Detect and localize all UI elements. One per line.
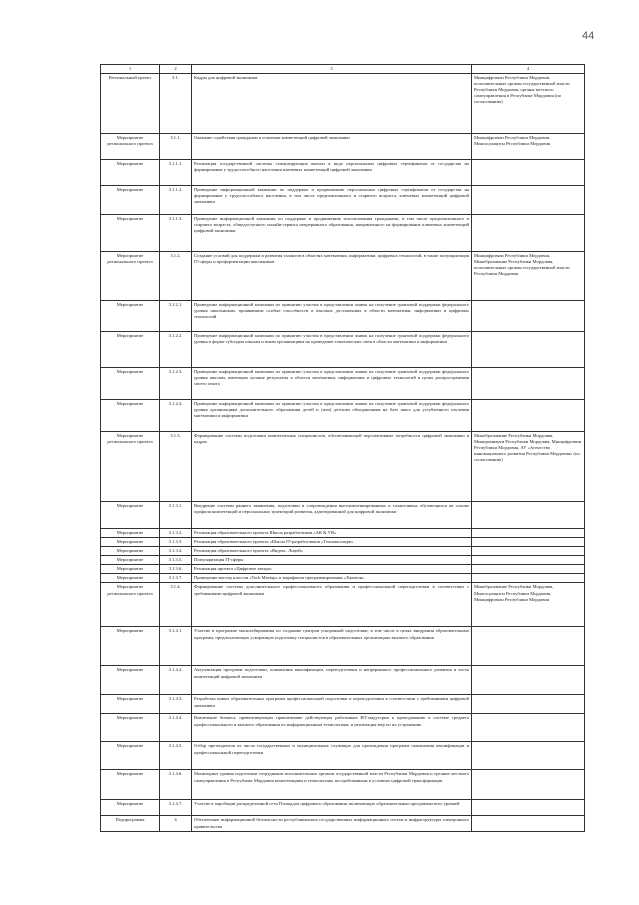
row-code-cell: 3.1.4.2. xyxy=(160,666,192,695)
table-row xyxy=(101,742,585,770)
row-category-cell: Мероприятие xyxy=(101,301,160,332)
row-responsible-cell xyxy=(472,714,585,742)
row-category-cell: Мероприятие регионального проекта xyxy=(101,432,160,502)
row-responsible-cell xyxy=(472,160,585,186)
row-code-cell: 3.1.2.2. xyxy=(160,332,192,368)
row-responsible-cell: Минобразование Республики Мордовия, Минсоцзащиты Республики Мордовия, Минцифрсвязи Республики Мордовия xyxy=(472,583,585,627)
row-description-cell: Проведение информационной кампании по поддержке и продвижению персональных цифровых сертификатов от государства на формирование у трудоспособного населения, в том числе предпенсионного и старшего возраста, ключевых компетенций цифровой экономики xyxy=(192,186,472,215)
row-code-cell: 3.1.2.1. xyxy=(160,301,192,332)
row-category-cell: Мероприятие xyxy=(101,538,160,547)
table-row xyxy=(101,714,585,742)
row-category-cell: Мероприятие xyxy=(101,770,160,800)
row-code-cell: 3.1.4.5. xyxy=(160,742,192,770)
row-description-cell: Формирование системы подготовки компетентных специалистов, обеспечивающей перспективные потребности цифровой экономики в кадрах xyxy=(192,432,472,502)
row-category-cell: Мероприятие xyxy=(101,502,160,529)
row-responsible-cell xyxy=(472,547,585,556)
row-code-cell: 3.1. xyxy=(160,74,192,134)
table-row xyxy=(101,368,585,400)
row-description-cell: Внедрение системы раннего выявления, подготовки и сопровождения высокомотивированных и талантливых обучающихся на основе профиля компетенций и персональных траекторий развития, адаптированной для цифровой экономики xyxy=(192,502,472,529)
row-category-cell: Мероприятие xyxy=(101,627,160,666)
header-cell: 1 xyxy=(101,65,160,74)
row-description-cell: Реализация проекта «Цифровое завтра» xyxy=(192,565,472,574)
row-responsible-cell xyxy=(472,538,585,547)
row-responsible-cell xyxy=(472,742,585,770)
row-description-cell: Вовлечение бизнеса, превентивующих привлечению действующих работников ИТ-индустрии к преподаванию в системе среднего профессионального и высшего образования по информационным технологиям, и реализация мер по их устранению xyxy=(192,714,472,742)
table-header-row xyxy=(101,65,585,74)
row-responsible-cell xyxy=(472,770,585,800)
row-category-cell: Мероприятие xyxy=(101,400,160,432)
row-category-cell: Мероприятие xyxy=(101,574,160,583)
table-row xyxy=(101,529,585,538)
row-code-cell: 3.1.3.6. xyxy=(160,565,192,574)
row-category-cell: Мероприятие xyxy=(101,529,160,538)
row-description-cell: Оказание содействия гражданам в освоении компетенций цифровой экономики xyxy=(192,134,472,160)
row-category-cell: Мероприятие xyxy=(101,215,160,252)
row-responsible-cell xyxy=(472,215,585,252)
header-cell: 4 xyxy=(472,65,585,74)
table-row xyxy=(101,74,585,134)
page-number: 44 xyxy=(582,30,595,42)
row-category-cell: Мероприятие xyxy=(101,714,160,742)
row-category-cell: Мероприятие регионального проекта xyxy=(101,252,160,301)
row-code-cell: 3.1.4.3. xyxy=(160,695,192,714)
row-code-cell: 3.1.2.3. xyxy=(160,368,192,400)
row-description-cell: Проведение информационной кампании по поддержке и продвижению использования гражданами, в том числе предпенсионного и старшего возраста, общедоступного онлайн-сервиса непрерывного образования, направленного на формирование ключевых компетенций цифровой экономики xyxy=(192,215,472,252)
row-responsible-cell xyxy=(472,529,585,538)
row-description-cell: Реализация государственной системы стимулирующих выплат в виде персональных цифровых сертификатов от государства на формирование у трудоспособного населения ключевых компетенций цифровой экономики xyxy=(192,160,472,186)
table-row xyxy=(101,574,585,583)
row-description-cell: Популяризация IT-сферы xyxy=(192,556,472,565)
row-description-cell: Разработка новых образовательных программ профессиональной подготовки и переподготовки в соответствии с требованиями цифровой экономики xyxy=(192,695,472,714)
table-row xyxy=(101,301,585,332)
program-table-body xyxy=(101,65,585,832)
row-code-cell: 3.1.3. xyxy=(160,432,192,502)
table-row xyxy=(101,556,585,565)
row-category-cell: Мероприятие xyxy=(101,556,160,565)
table-row xyxy=(101,800,585,816)
program-table xyxy=(100,64,585,832)
table-row xyxy=(101,627,585,666)
row-responsible-cell: Минцифрсвязи Республики Мордовия, Минобразование Республики Мордовия, исполнительные органы государственной власти Республики Мордовия xyxy=(472,252,585,301)
table-row xyxy=(101,695,585,714)
row-description-cell: Участие в апробации распределенной сети Площадок цифрового образования, включающих образовательные программы всех уровней xyxy=(192,800,472,816)
row-category-cell: Мероприятие xyxy=(101,742,160,770)
row-category-cell: Региональный проект xyxy=(101,74,160,134)
row-category-cell: Мероприятие регионального проекта xyxy=(101,583,160,627)
row-responsible-cell: Минобразование Республики Мордовия, Минпромнауки Республики Мордовия, Минцифрсвязи Республики Мордовия, АУ «Агентство инновационного развития Республики Мордовия» (по согласованию) xyxy=(472,432,585,502)
row-description-cell: Реализация образовательного проекта «Школа IT-разработчиков «Техноколледж» xyxy=(192,538,472,547)
row-category-cell: Мероприятие xyxy=(101,186,160,215)
row-code-cell: 3.1.4.1. xyxy=(160,627,192,666)
table-row xyxy=(101,400,585,432)
row-category-cell: Мероприятие xyxy=(101,565,160,574)
row-code-cell: 3.1.1. xyxy=(160,134,192,160)
row-code-cell: 3.1.3.5. xyxy=(160,556,192,565)
row-code-cell: 3.1.3.7. xyxy=(160,574,192,583)
row-category-cell: Мероприятие xyxy=(101,666,160,695)
row-category-cell: Подпрограмма xyxy=(101,816,160,832)
row-description-cell: Мониторинг уровня подготовки сотрудников исполнительных органов государственной власти Республики Мордовия и органов местного самоуправления в Республике Мордовия компетенциям и технологиям, востребованным в условиях цифровой трансформации xyxy=(192,770,472,800)
row-category-cell: Мероприятие xyxy=(101,800,160,816)
row-responsible-cell xyxy=(472,800,585,816)
row-code-cell: 3.1.3.1. xyxy=(160,502,192,529)
row-category-cell: Мероприятие xyxy=(101,332,160,368)
row-description-cell: Отбор претендентов из числа государственных и муниципальных служащих для прохождения программ повышения квалификации и профессиональной переподготовки xyxy=(192,742,472,770)
row-description-cell: Кадры для цифровой экономики xyxy=(192,74,472,134)
table-row xyxy=(101,547,585,556)
table-row xyxy=(101,160,585,186)
table-row xyxy=(101,134,585,160)
row-description-cell: Проведение информационной кампании по принятию участия в представлении заявок на получение грантовой поддержки федерального уровня организациям дополнительного образования детей и (или) детским объединениям на базе школ для углубленного изучения математики и информатики xyxy=(192,400,472,432)
row-code-cell: 3.1.2.4. xyxy=(160,400,192,432)
row-code-cell: 3.1.3.2. xyxy=(160,529,192,538)
table-row xyxy=(101,538,585,547)
table-row xyxy=(101,565,585,574)
row-description-cell: Проведение мастер классов «Tech Meetup» и марафонов программирования «Хакатон» xyxy=(192,574,472,583)
row-code-cell: 3.1.4.4. xyxy=(160,714,192,742)
row-code-cell: 3.1.3.4. xyxy=(160,547,192,556)
row-code-cell: 3.1.1.3. xyxy=(160,215,192,252)
row-responsible-cell xyxy=(472,627,585,666)
table-row xyxy=(101,432,585,502)
row-description-cell: Проведение информационной кампании по принятию участия в представлении заявок на получение грантовой поддержки федерального уровня в форме субсидии школам и иным организациям на проведение тематических смен в области математики и информатики xyxy=(192,332,472,368)
row-code-cell: 4 xyxy=(160,816,192,832)
row-responsible-cell: Минцифрсвязи Республики Мордовия, исполнительные органы государственной власти Республики Мордовия, органы местного самоуправления в Республике Мордовия (по согласованию) xyxy=(472,74,585,134)
table-row xyxy=(101,332,585,368)
row-description-cell: Реализация образовательного проекта Школа разработчиков «AR & VR» xyxy=(192,529,472,538)
row-responsible-cell xyxy=(472,556,585,565)
table-row xyxy=(101,502,585,529)
row-responsible-cell xyxy=(472,502,585,529)
table-row xyxy=(101,666,585,695)
row-category-cell: Мероприятие регионального проекта xyxy=(101,134,160,160)
row-description-cell: Актуализация программ подготовки, повышения квалификации, переподготовки и непрерывного профессионального развития в части компетенций цифровой экономики xyxy=(192,666,472,695)
row-description-cell: Создание условий для поддержки и развития талантов в областях математики, информатики, цифровых технологий, в также популяризация IT-сферы и профориентации школьников xyxy=(192,252,472,301)
row-category-cell: Мероприятие xyxy=(101,368,160,400)
row-code-cell: 3.1.4. xyxy=(160,583,192,627)
row-responsible-cell xyxy=(472,695,585,714)
header-cell: 3 xyxy=(192,65,472,74)
row-code-cell: 3.1.3.3. xyxy=(160,538,192,547)
row-description-cell: Проведение информационной кампании по принятию участия в представлении заявок на получение грантовой поддержки федерального уровня школам, имеющим лучшие результаты в области математики, информатики и цифровых технологий в целях распространения своего опыта xyxy=(192,368,472,400)
row-category-cell: Мероприятие xyxy=(101,160,160,186)
row-description-cell: Обеспечение информационной безопасности республиканских государственных информационных систем и инфраструктуры электронного правительства xyxy=(192,816,472,832)
row-description-cell: Участие в программе масштабирования по созданию центров ускоренной подготовки, в том числе в целях внедрения образовательных программ, предполагающих ускоренную подготовку специалистов в образовательных организациях высшего образования xyxy=(192,627,472,666)
row-responsible-cell: Минцифрсвязи Республики Мордовия, Минсоцзащиты Республики Мордовия xyxy=(472,134,585,160)
header-cell: 2 xyxy=(160,65,192,74)
row-responsible-cell xyxy=(472,816,585,832)
row-responsible-cell xyxy=(472,332,585,368)
row-description-cell: Формирование системы дополнительного профессионального образования и профессиональной переподготовки в соответствии с требованиями цифровой экономики xyxy=(192,583,472,627)
row-responsible-cell xyxy=(472,574,585,583)
row-description-cell: Реализация образовательного проекта «Яндекс. Лицей» xyxy=(192,547,472,556)
table-row xyxy=(101,770,585,800)
row-responsible-cell xyxy=(472,666,585,695)
row-description-cell: Проведение информационной кампании по принятию участия в представлении заявок на получение грантовой поддержки федерального уровня школьникам, проявившим особые способности в высоких достижениях в области математики, информатики и цифровых технологий xyxy=(192,301,472,332)
table-row xyxy=(101,215,585,252)
row-code-cell: 3.1.4.7. xyxy=(160,800,192,816)
row-code-cell: 3.1.1.2. xyxy=(160,186,192,215)
row-category-cell: Мероприятие xyxy=(101,695,160,714)
row-responsible-cell xyxy=(472,565,585,574)
row-code-cell: 3.1.1.1. xyxy=(160,160,192,186)
table-row xyxy=(101,186,585,215)
row-responsible-cell xyxy=(472,368,585,400)
row-responsible-cell xyxy=(472,186,585,215)
table-row xyxy=(101,252,585,301)
table-row xyxy=(101,583,585,627)
table-row xyxy=(101,816,585,832)
row-responsible-cell xyxy=(472,400,585,432)
row-category-cell: Мероприятие xyxy=(101,547,160,556)
row-code-cell: 3.1.4.6. xyxy=(160,770,192,800)
row-responsible-cell xyxy=(472,301,585,332)
row-code-cell: 3.1.2. xyxy=(160,252,192,301)
